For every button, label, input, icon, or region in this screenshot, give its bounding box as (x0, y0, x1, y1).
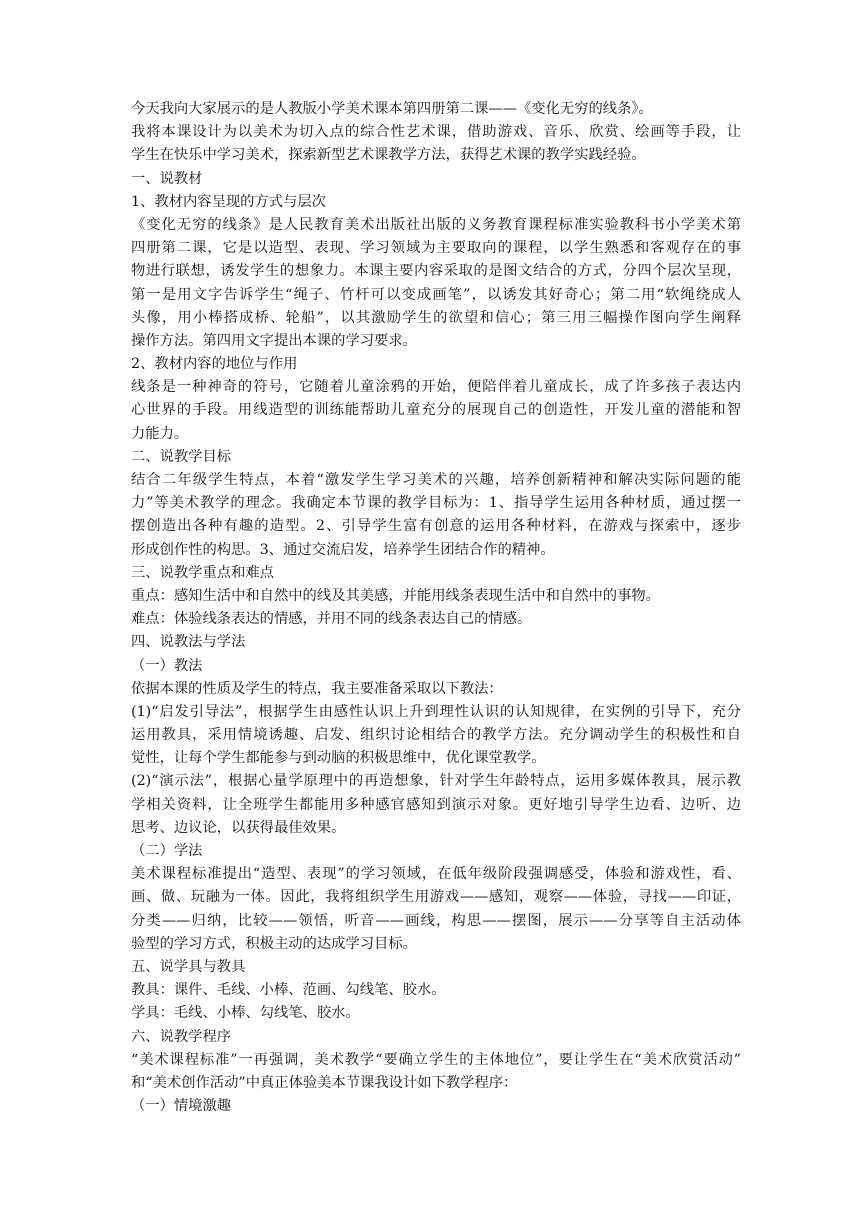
text-line: 四、说教法与学法 (131, 634, 246, 651)
text-line: 画、做、玩融为一体。因此，我将组织学生用游戏——感知，观察——体验，寻找——印证， (131, 889, 741, 906)
text-line: 操作方法。第四用文字提出本课的学习要求。 (131, 332, 417, 349)
text-line: 分类——归纳，比较——领悟，听音——画线，构思——摆图，展示——分享等自主活动体 (131, 912, 741, 929)
text-line: 重点：感知生活中和自然中的线及其美感，并能用线条表现生活中和自然中的事物。 (131, 587, 660, 604)
text-line: 三、说教学重点和难点 (131, 564, 274, 581)
text-line: (1)“启发引导法”，根据学生由感性认识上升到理性认识的认知规律，在实例的引导下，充分 (131, 703, 741, 720)
text-line: (2)“演示法”，根据心量学原理中的再造想象，针对学生年龄特点，运用多媒体教具，展示教 (131, 773, 741, 790)
text-line: 力”等美术教学的理念。我确定本节课的教学目标为：1、指导学生运用各种材质，通过摆一 (131, 495, 741, 512)
text-line: 1、教材内容呈现的方式与层次 (131, 193, 326, 210)
text-line: （二）学法 (131, 843, 203, 859)
text-line: 物进行联想，诱发学生的想象力。本课主要内容采取的是图文结合的方式，分四个层次呈现， (131, 263, 741, 280)
text-line: 力能力。 (131, 425, 189, 442)
text-line: 今天我向大家展示的是人教版小学美术课本第四册第二课——《变化无穷的线条》。 (131, 101, 653, 117)
text-line: 觉性，让每个学生都能参与到动脑的积极思维中，优化课堂教学。 (131, 750, 546, 767)
text-line: 形成创作性的构思。3、通过交流启发，培养学生团结合作的精神。 (131, 541, 555, 558)
text-line: 和“美术创作活动”中真正体验美本节课我设计如下教学程序： (131, 1074, 518, 1091)
text-line: 二、说教学目标 (131, 448, 232, 465)
text-line: 摆创造出各种有趣的造型。2、引导学生富有创意的运用各种材料，在游戏与探索中，逐步 (131, 518, 741, 535)
text-line: （一）教法 (131, 657, 203, 674)
text-line: 第一是用文字告诉学生“绳子、竹杆可以变成画笔”，以诱发其好奇心；第二用“软绳绕成人 (131, 286, 741, 303)
text-line: “美术课程标准”一再强调，美术教学“要确立学生的主体地位”，要让学生在“美术欣赏活动” (131, 1051, 741, 1068)
text-line: 六、说教学程序 (131, 1028, 232, 1045)
text-line: 四册第二课，它是以造型、表现、学习领域为主要取向的课程，以学生熟悉和客观存在的事 (131, 240, 741, 257)
text-line: 一、说教材 (131, 170, 203, 187)
text-line: 运用教具，采用情境诱趣、启发、组织讨论相结合的教学方法。充分调动学生的积极性和自 (131, 727, 741, 744)
text-line: 学相关资料，让全班学生都能用多种感官感知到演示对象。更好地引导学生边看、边听、边 (131, 796, 741, 813)
text-line: （一）情境激趣 (131, 1098, 232, 1115)
text-line: 教具：课件、毛线、小棒、范画、勾线笔、胶水。 (131, 982, 446, 999)
text-line: 我将本课设计为以美术为切入点的综合性艺术课，借助游戏、音乐、欣赏、绘画等手段，让 (131, 124, 741, 141)
text-line: 学生在快乐中学习美术，探索新型艺术课教学方法，获得艺术课的教学实践经验。 (131, 147, 646, 164)
text-line: 结合二年级学生特点，本着“激发学生学习美术的兴趣，培养创新精神和解决实际问题的能 (131, 472, 741, 488)
text-line: 难点：体验线条表达的情感，并用不同的线条表达自己的情感。 (131, 611, 532, 628)
text-line: 学具：毛线、小棒、勾线笔、胶水。 (131, 1005, 360, 1022)
text-line: 美术课程标准提出“造型、表现”的学习领域，在低年级阶段强调感受，体验和游戏性，看、 (131, 866, 741, 883)
text-line: 《变化无穷的线条》是人民教育美术出版社出版的义务教育课程标准实验教科书小学美术第 (131, 216, 741, 233)
text-line: 思考、边议论，以获得最佳效果。 (131, 819, 346, 836)
text-line: 心世界的手段。用线造型的训练能帮助儿童充分的展现自己的创造性，开发儿童的潜能和智 (131, 402, 741, 419)
text-line: 依据本课的性质及学生的特点，我主要准备采取以下教法： (131, 680, 503, 697)
text-line: 线条是一种神奇的符号，它随着儿童涂鸦的开始，便陪伴着儿童成长，成了许多孩子表达内 (131, 379, 741, 396)
text-line: 2、教材内容的地位与作用 (131, 356, 298, 373)
text-line: 五、说学具与教具 (131, 958, 246, 975)
text-line: 头像，用小棒搭成桥、轮船”，以其激励学生的欲望和信心；第三用三幅操作图向学生阐释 (131, 309, 741, 326)
document-body (131, 98, 741, 1118)
text-line: 验型的学习方式，积极主动的达成学习目标。 (131, 935, 417, 952)
